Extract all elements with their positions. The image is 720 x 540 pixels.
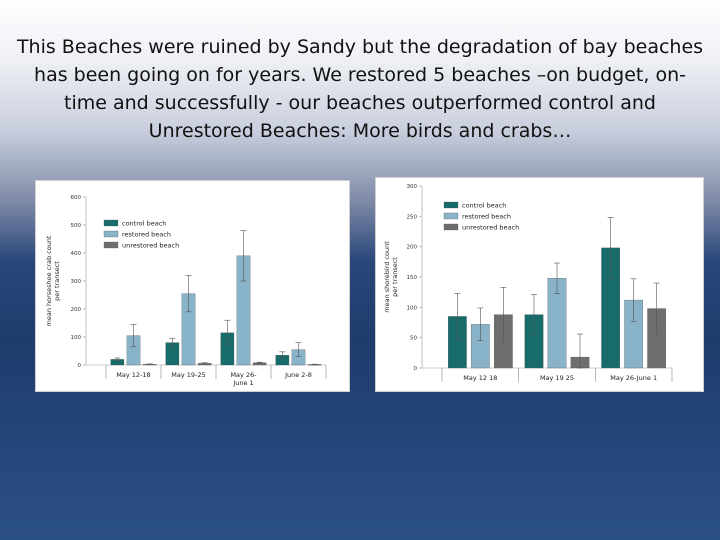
y-tick-label: 150 <box>406 275 417 281</box>
x-tick-label-line: May 12 18 <box>463 374 498 382</box>
x-tick-label <box>610 374 657 382</box>
y-tick-label: 250 <box>406 214 417 221</box>
horseshoe-crab-chart <box>36 181 349 391</box>
legend-swatch <box>104 220 118 226</box>
slide-title <box>0 33 720 145</box>
x-tick-label-line: June 2-8 <box>285 371 312 379</box>
shorebird-chart <box>376 178 703 391</box>
legend-swatch <box>104 231 118 237</box>
y-tick-label: 0 <box>413 366 417 372</box>
title-line: Unrestored Beaches: More birds and crabs… <box>148 120 572 142</box>
y-axis-label <box>45 235 61 326</box>
legend-label: unrestored beach <box>122 241 180 250</box>
x-tick-label <box>116 371 150 379</box>
legend-label: restored beach <box>462 212 511 221</box>
x-tick-label-line: May 19 25 <box>539 374 575 382</box>
x-tick-label-line: May 12-18 <box>116 371 151 379</box>
shorebird-chart-panel <box>375 177 704 392</box>
legend-label: control beach <box>462 201 507 210</box>
y-tick-label: 300 <box>406 184 417 190</box>
legend-label: restored beach <box>122 230 171 239</box>
title-line: has been going on for years. We restored 5 beaches –on budget, on- <box>34 64 686 86</box>
legend-label: control beach <box>122 219 167 228</box>
x-tick-label-line: May 26- <box>230 371 257 379</box>
legend-label: unrestored beach <box>462 223 520 232</box>
x-tick-label <box>463 374 497 382</box>
y-axis-label-line: per transect <box>391 257 399 297</box>
y-tick-label: 200 <box>70 307 81 313</box>
title-line: This Beaches were ruined by Sandy but the degradation of bay beaches <box>16 36 704 58</box>
y-tick-label: 200 <box>406 244 417 251</box>
legend-swatch <box>444 213 458 219</box>
horseshoe-crab-chart-panel <box>35 180 350 392</box>
y-tick-label: 600 <box>70 195 81 201</box>
y-tick-label: 100 <box>406 305 417 312</box>
y-axis-label-line: mean horseshoe crab count <box>45 235 53 327</box>
x-tick-label <box>171 371 205 379</box>
y-tick-label: 50 <box>410 335 417 342</box>
legend-swatch <box>444 202 458 208</box>
y-tick-label: 0 <box>77 363 81 369</box>
y-axis-label-line: mean shorebird count <box>383 241 391 313</box>
x-tick-label-line: June 1 <box>233 379 254 387</box>
title-line: time and successfully - our beaches outperformed control and <box>64 92 656 114</box>
legend-swatch <box>444 224 458 230</box>
x-tick-label <box>230 371 257 387</box>
legend-swatch <box>104 242 118 248</box>
y-tick-label: 500 <box>70 223 81 229</box>
x-tick-label-line: May 19-25 <box>171 371 206 379</box>
y-axis-label <box>383 241 399 313</box>
y-tick-label: 400 <box>70 251 81 257</box>
y-tick-label: 100 <box>70 335 81 341</box>
y-tick-label: 300 <box>70 279 81 285</box>
x-tick-label-line: May 26-June 1 <box>610 374 658 382</box>
x-tick-label <box>284 371 312 379</box>
y-axis-label-line: per transect <box>53 261 61 301</box>
x-tick-label <box>540 374 574 382</box>
